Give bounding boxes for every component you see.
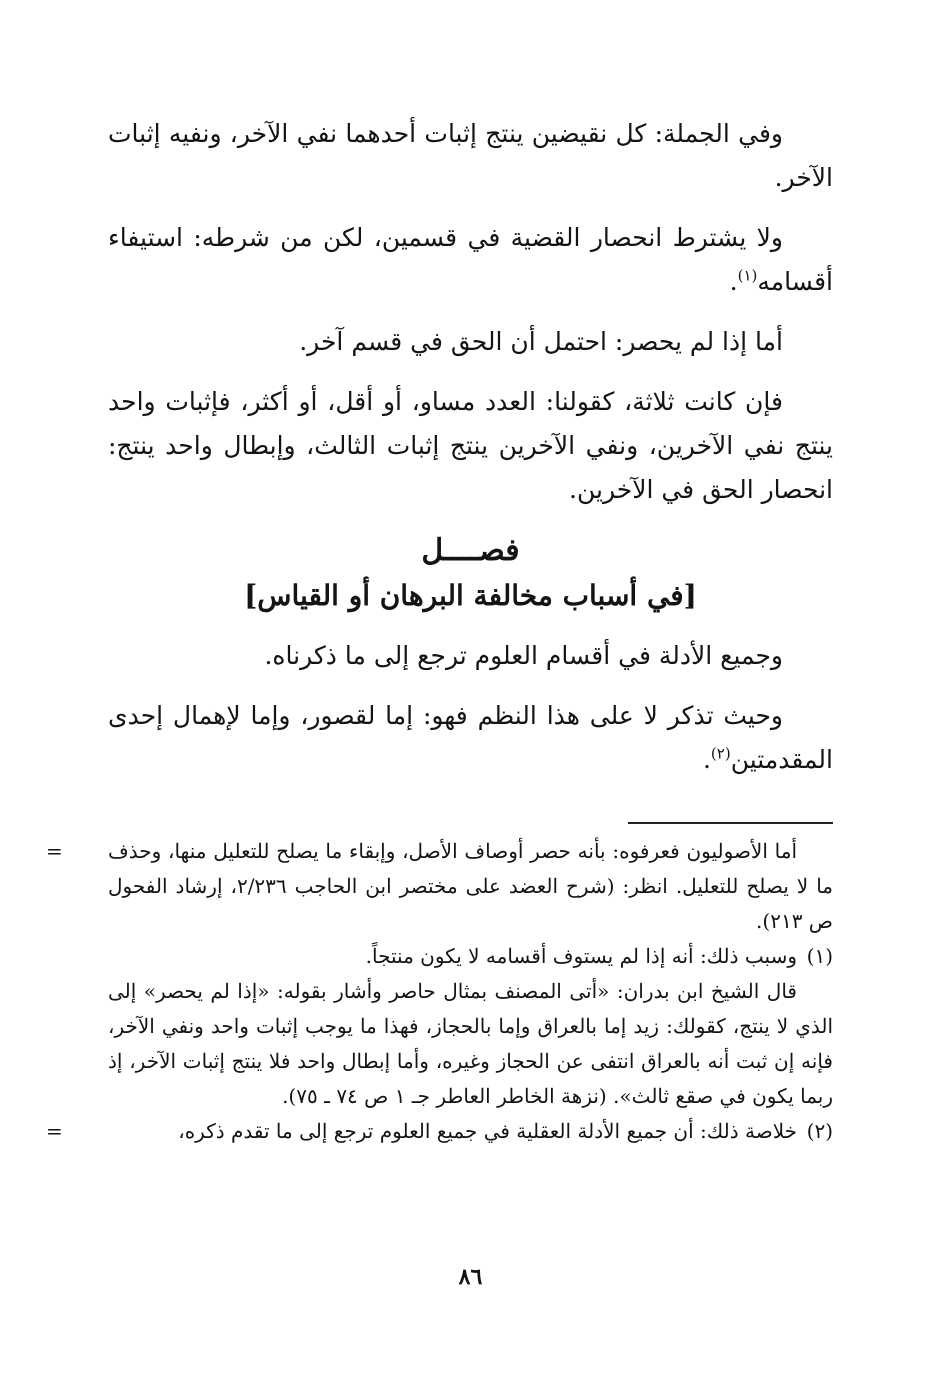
footnote-2-number: (٢)	[806, 1119, 833, 1143]
footnote-continuation: أما الأصوليون فعرفوه: بأنه حصر أوصاف الأصل، وإبقاء ما يصلح للتعليل منها، وحذف ما لا يصلح للتعليل. انظر: (شرح العضد على مختصر ابن الحاجب ٢/٢٣٦، إرشاد الفحول ص ٢١٣).	[108, 839, 833, 933]
book-page	[46, 112, 833, 1342]
paragraph-1: وفي الجملة: كل نقيضين ينتج إثبات أحدهما نفي الآخر، ونفيه إثبات الآخر.	[108, 119, 833, 192]
footnote-1: (١)وسبب ذلك: أنه إذا لم يستوف أقسامه لا يكون منتجاً.	[108, 939, 833, 974]
paragraph-6: وحيث تذكر لا على هذا النظم فهو: إما لقصور، وإما لإهمال إحدى المقدمتين$^{(٢)}$.	[108, 701, 833, 774]
section-title: فصــــل	[421, 533, 520, 568]
section-heading	[108, 528, 833, 618]
paragraph-3: أما إذا لم يحصر: احتمل أن الحق في قسم آخر.	[299, 327, 783, 356]
continuation-mark-end: =	[46, 1119, 63, 1143]
continuation-mark-start: =	[46, 839, 63, 863]
paragraph-4: فإن كانت ثلاثة، كقولنا: العدد مساو، أو أقل، أو أكثر، فإثبات واحد ينتج نفي الآخرين، ونفي الآخرين ينتج إثبات الثالث، وإبطال واحد ينتج: انحصار الحق في الآخرين.	[108, 387, 833, 504]
page-number: ٨٦	[458, 1264, 483, 1290]
footnote-1-quote: قال الشيخ ابن بدران: «أتى المصنف بمثال حاصر وأشار بقوله: «إذا لم يحصر» إلى الذي لا ينتج، كقولك: زيد إما بالعراق وإما بالحجاز، فهذا ما يوجب إثبات واحد ونفي الآخر، فإنه إن ثبت أنه بالعراق انتفى عن الحجاز وغيره، وأما إبطال واحد فلا ينتج إثبات الآخر، إذ ربما يكون في صقع ثالث». (نزهة الخاطر العاطر جـ ١ ص ٧٤ ـ ٧٥).	[108, 979, 833, 1108]
footnote-ref-2: (٢)	[710, 744, 731, 763]
paragraph-5: وجميع الأدلة في أقسام العلوم ترجع إلى ما ذكرناه.	[264, 641, 783, 670]
main-text	[108, 112, 833, 782]
footnote-2: (٢)خلاصة ذلك: أن جميع الأدلة العقلية في جميع العلوم ترجع إلى ما تقدم ذكره، =	[108, 1114, 833, 1149]
footnotes	[46, 834, 833, 1149]
paragraph-2: ولا يشترط انحصار القضية في قسمين، لكن من شرطه: استيفاء أقسامه$^{(١)}$.	[108, 223, 833, 296]
section-subtitle: [في أسباب مخالفة البرهان أو القياس]	[244, 579, 697, 612]
footnote-ref-1: (١)	[737, 266, 758, 285]
footnote-1-number: (١)	[806, 944, 833, 968]
footnote-separator	[628, 822, 833, 824]
